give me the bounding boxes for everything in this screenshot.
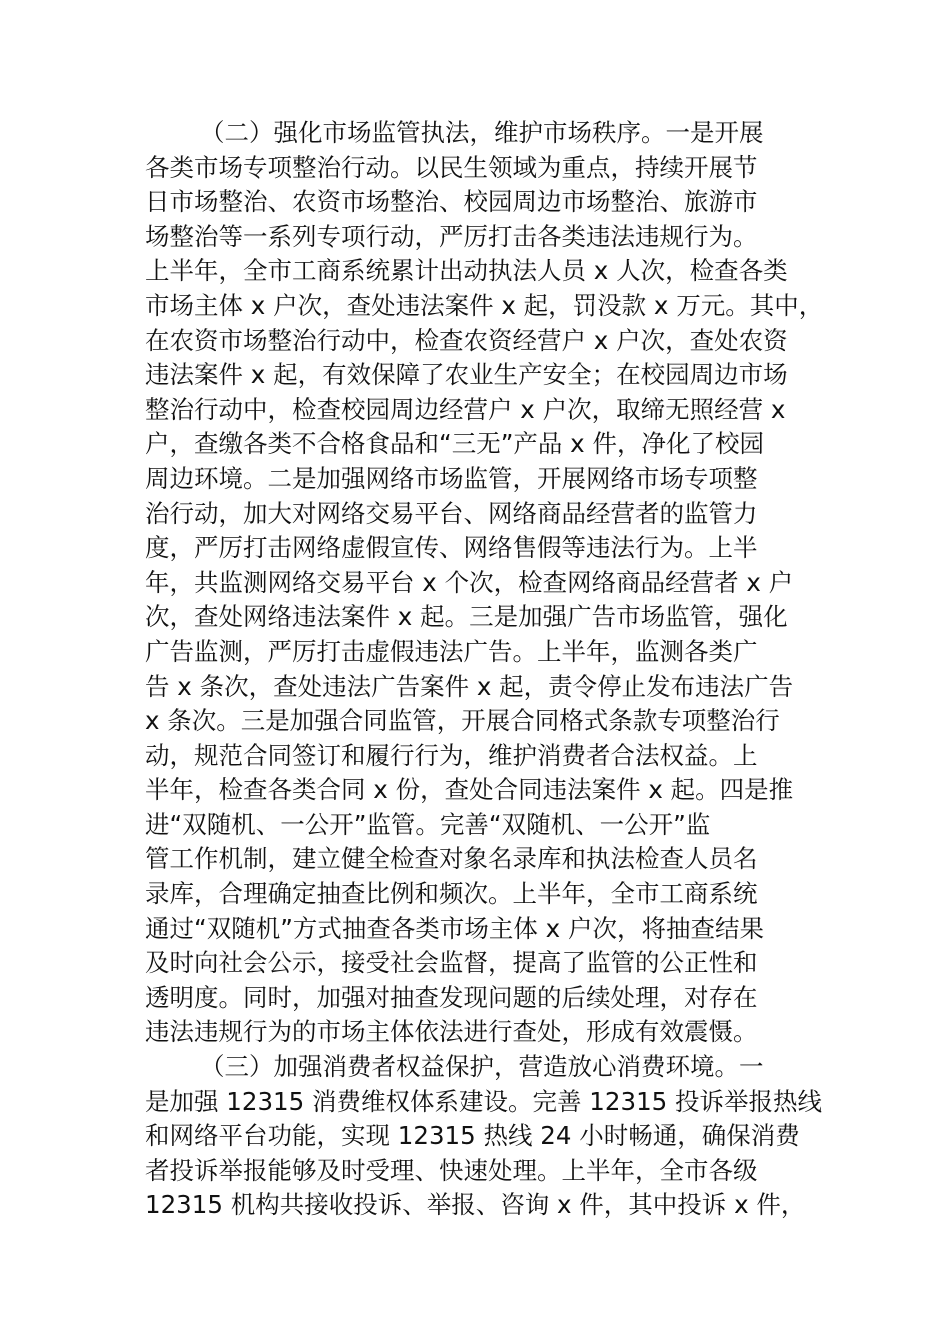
paragraph-line: 场整治等一系列专项行动，严厉打击各类违法违规行为。 bbox=[145, 221, 758, 251]
paragraph-line: 录库，合理确定抽查比例和频次。上半年，全市工商系统 bbox=[145, 879, 758, 909]
paragraph-line: 违法违规行为的市场主体依法进行查处，形成有效震慑。 bbox=[145, 1017, 758, 1047]
paragraph-line: 次，查处网络违法案件 x 起。三是加强广告市场监管，强化 bbox=[145, 602, 788, 632]
paragraph-line: 半年，检查各类合同 x 份，查处合同违法案件 x 起。四是推 bbox=[145, 775, 794, 805]
paragraph-line: 日市场整治、农资市场整治、校园周边市场整治、旅游市 bbox=[145, 187, 758, 217]
paragraph-line: 户，查缴各类不合格食品和“三无”产品 x 件，净化了校园 bbox=[145, 429, 764, 459]
paragraph-line: 各类市场专项整治行动。以民生领域为重点，持续开展节 bbox=[145, 152, 758, 182]
paragraph-line: 周边环境。二是加强网络市场监管，开展网络市场专项整 bbox=[145, 463, 758, 493]
paragraph-line: 在农资市场整治行动中，检查农资经营户 x 户次，查处农资 bbox=[145, 325, 788, 355]
paragraph-line: 告 x 条次，查处违法广告案件 x 起，责令停止发布违法广告 bbox=[145, 671, 794, 701]
paragraph-line: 上半年，全市工商系统累计出动执法人员 x 人次，检查各类 bbox=[145, 256, 788, 286]
paragraph-line: 和网络平台功能，实现 12315 热线 24 小时畅通，确保消费 bbox=[145, 1121, 800, 1151]
paragraph-line: 管工作机制，建立健全检查对象名录库和执法检查人员名 bbox=[145, 844, 758, 874]
paragraph-line: 动，规范合同签订和履行行为，维护消费者合法权益。上 bbox=[145, 740, 758, 770]
paragraph-line: 度，严厉打击网络虚假宣传、网络售假等违法行为。上半 bbox=[145, 533, 758, 563]
paragraph-line: 治行动，加大对网络交易平台、网络商品经营者的监管力 bbox=[145, 498, 758, 528]
paragraph-line: 12315 机构共接收投诉、举报、咨询 x 件，其中投诉 x 件， bbox=[145, 1190, 806, 1220]
paragraph-line: x 条次。三是加强合同监管，开展合同格式条款专项整治行 bbox=[145, 706, 780, 736]
paragraph-line: 进“双随机、一公开”监管。完善“双随机、一公开”监 bbox=[145, 809, 711, 839]
paragraph-line: 违法案件 x 起，有效保障了农业生产安全；在校园周边市场 bbox=[145, 360, 788, 390]
paragraph-line: 广告监测，严厉打击虚假违法广告。上半年，监测各类广 bbox=[145, 636, 758, 666]
paragraph-line: 者投诉举报能够及时受理、快速处理。上半年，全市各级 bbox=[145, 1155, 758, 1185]
paragraph-line: 市场主体 x 户次，查处违法案件 x 起，罚没款 x 万元。其中， bbox=[145, 290, 824, 320]
paragraph-line: 通过“双随机”方式抽查各类市场主体 x 户次，将抽查结果 bbox=[145, 913, 764, 943]
paragraph-line: 及时向社会公示，接受社会监督，提高了监管的公正性和 bbox=[145, 948, 758, 978]
paragraph-line: 年，共监测网络交易平台 x 个次，检查网络商品经营者 x 户 bbox=[145, 567, 794, 597]
paragraph-line: 透明度。同时，加强对抽查发现问题的后续处理，对存在 bbox=[145, 982, 758, 1012]
paragraph-line: （三）加强消费者权益保护，营造放心消费环境。一 bbox=[200, 1052, 764, 1082]
document-body bbox=[145, 116, 824, 1223]
paragraph-line: （二）强化市场监管执法，维护市场秩序。一是开展 bbox=[200, 118, 764, 147]
paragraph-line: 是加强 12315 消费维权体系建设。完善 12315 投诉举报热线 bbox=[145, 1086, 823, 1116]
paragraph-line: 整治行动中，检查校园周边经营户 x 户次，取缔无照经营 x bbox=[145, 394, 786, 424]
